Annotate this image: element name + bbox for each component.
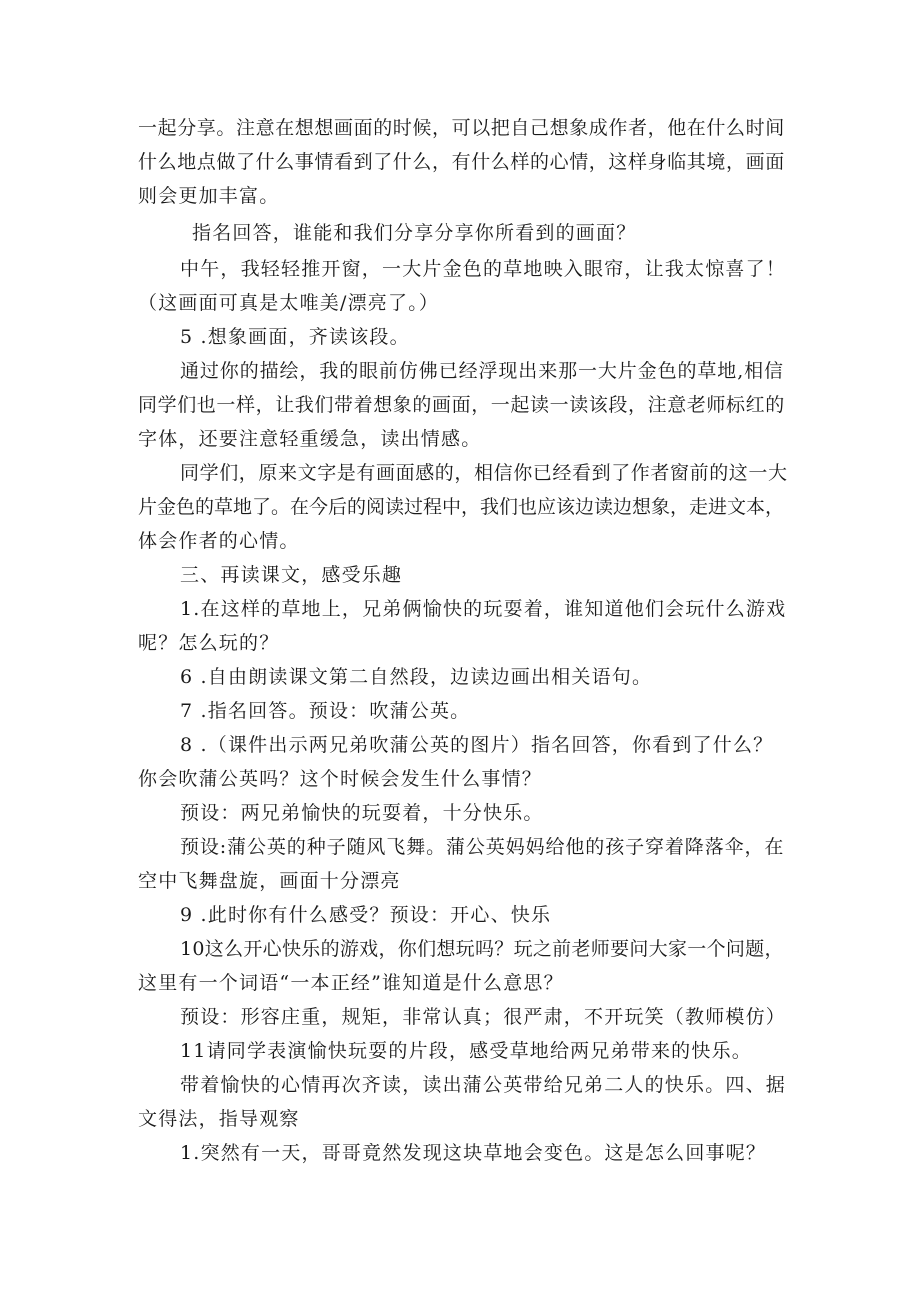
- text-line: 同学们也一样，让我们带着想象的画面，一起读一读该段，注意老师标红的: [138, 394, 785, 416]
- text-line: 字体，还要注意轻重缓急，读出情感。: [138, 428, 482, 450]
- text-line: 文得法，指导观察: [138, 1108, 300, 1130]
- text-line: 空中飞舞盘旋，画面十分漂亮: [138, 870, 401, 892]
- text-line: 片金色的草地了。在今后的阅读过程中，我们也应该边读边想象，走进文本，: [138, 496, 785, 518]
- text-line: 体会作者的心情。: [138, 530, 300, 552]
- text-line: 6 .自由朗读课文第二自然段，边读边画出相关语句。: [180, 666, 653, 688]
- text-line: 7 .指名回答。预设：吹蒲公英。: [180, 700, 471, 722]
- text-line: 则会更加丰富。: [138, 185, 280, 207]
- text-line: 你会吹蒲公英吗？这个时候会发生什么事情？: [138, 768, 543, 790]
- text-line: 带着愉快的心情再次齐读，读出蒲公英带给兄弟二人的快乐。四、据: [180, 1074, 787, 1096]
- text-line: 同学们，原来文字是有画面感的，相信你已经看到了作者窗前的这一大: [180, 462, 788, 484]
- text-line: 中午，我轻轻推开窗，一大片金色的草地映入眼帘，让我太惊喜了！: [180, 258, 787, 280]
- text-line: 预设：两兄弟愉快的玩耍着，十分快乐。: [180, 802, 544, 824]
- text-line: 1.在这样的草地上，兄弟俩愉快的玩耍着，谁知道他们会玩什么游戏: [180, 598, 787, 620]
- text-line: 这里有一个词语“一本正经”谁知道是什么意思？: [138, 972, 564, 994]
- text-line: 8 .（课件出示两兄弟吹蒲公英的图片）指名回答，你看到了什么？: [180, 734, 774, 756]
- text-line: 一起分享。注意在想想画面的时候，可以把自己想象成作者，他在什么时间: [138, 117, 785, 139]
- text-line: 通过你的描绘，我的眼前仿佛已经浮现出来那一大片金色的草地,相信: [180, 360, 784, 382]
- text-line: 9 .此时你有什么感受？预设：开心、快乐: [180, 904, 552, 926]
- text-line: 什么地点做了什么事情看到了什么，有什么样的心情，这样身临其境，画面: [138, 151, 785, 173]
- text-line: 预设：形容庄重，规矩，非常认真；很严肃，不开玩笑（教师模仿）: [180, 1006, 787, 1028]
- text-line: （这画面可真是太唯美/漂亮了。）: [138, 292, 440, 314]
- section-heading: 三、再读课文，感受乐趣: [180, 564, 403, 586]
- text-line: 指名回答，谁能和我们分享分享你所看到的画面？: [192, 222, 637, 244]
- text-line: 11请同学表演愉快玩耍的片段，感受草地给两兄弟带来的快乐。: [180, 1040, 752, 1062]
- text-line: 5 .想象画面，齐读该段。: [180, 326, 410, 348]
- text-line: 预设:蒲公英的种子随风飞舞。蒲公英妈妈给他的孩子穿着降落伞，在: [180, 836, 785, 858]
- text-line: 呢？怎么玩的？: [138, 632, 280, 654]
- text-line: 1.突然有一天，哥哥竟然发现这块草地会变色。这是怎么回事呢？: [180, 1142, 767, 1164]
- text-line: 10这么开心快乐的游戏，你们想玩吗？玩之前老师要问大家一个问题，: [180, 938, 784, 960]
